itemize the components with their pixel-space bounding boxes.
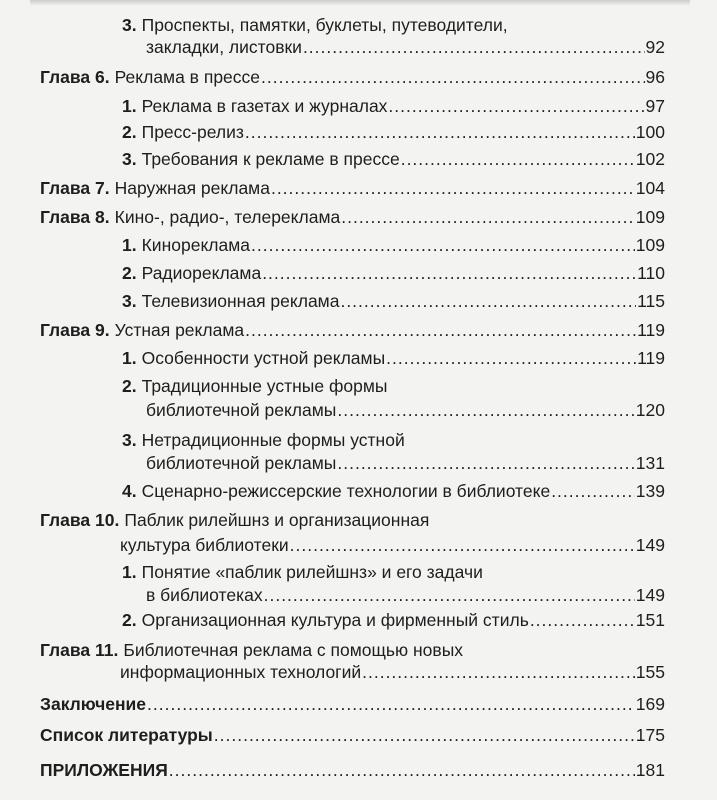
toc-chapter: Глава 7. Наружная реклама ..... 104 [40,177,665,199]
toc-entry: 2. Традиционные устные формы [122,376,388,396]
toc-entry: 1. Особенности устной рекламы ..... 119 [122,347,665,369]
toc-entry: 1. Реклама в газетах и журналах ..... 97 [122,95,665,117]
toc-chapter: Глава 11. Библиотечная реклама с помощью новых [40,640,464,660]
toc-entry-cont: закладки, листовки ..... 92 [146,36,665,58]
toc-references: Список литературы ..... 175 [40,724,665,746]
page-top-bleed [30,0,690,6]
dot-leader [386,347,636,369]
toc-chapter: Глава 8. Кино-, радио-, телереклама ..... 109 [40,206,665,228]
dot-leader [245,319,636,341]
toc-entry: 1. Кинореклама ..... 109 [122,234,665,256]
toc-entry-cont: библиотечной рекламы ..... 120 [146,399,665,421]
toc-chapter: Глава 9. Устная реклама ..... 119 [40,319,665,341]
dot-leader [261,66,645,88]
toc-conclusion: Заключение ..... 169 [40,693,665,715]
toc-entry: 2. Пресс-релиз ..... 100 [122,121,665,143]
dot-leader [214,724,635,746]
toc-entry: 3. Телевизионная реклама ..... 115 [122,290,665,312]
dot-leader [290,534,635,556]
dot-leader [251,234,635,256]
toc-appendices: ПРИЛОЖЕНИЯ ..... 181 [40,759,665,781]
toc-entry: 3. Требования к рекламе в прессе ..... 102 [122,148,665,170]
dot-leader [303,36,645,58]
toc-entry: 3. Нетрадиционные формы устной [122,430,405,450]
dot-leader [362,661,635,683]
toc-chapter: Глава 6. Реклама в прессе ..... 96 [40,66,665,88]
dot-leader [337,399,634,421]
dot-leader [169,759,635,781]
dot-leader [262,262,636,284]
toc-entry: 3. Проспекты, памятки, буклеты, путеводители, [122,15,508,35]
dot-leader [337,452,634,474]
toc-entry: 2. Радиореклама ..... 110 [122,262,665,284]
dot-leader [245,121,635,143]
dot-leader [388,95,644,117]
toc-entry: 2. Организационная культура и фирменный стиль ..... 151 [122,609,665,631]
dot-leader [264,584,635,606]
dot-leader [340,290,636,312]
dot-leader [341,206,635,228]
toc-entry: 1. Понятие «паблик рилейшнз» и его задачи [122,562,483,582]
toc-chapter-cont: информационных технологий ..... 155 [120,661,665,683]
dot-leader [530,609,635,631]
toc-entry-cont: библиотечной рекламы ..... 131 [146,452,665,474]
toc-entry-cont: в библиотеках ..... 149 [146,584,665,606]
dot-leader [551,480,635,502]
dot-leader [271,177,635,199]
dot-leader [401,148,635,170]
toc-chapter: Глава 10. Паблик рилейшнз и организационная [40,510,430,530]
dot-leader [147,693,635,715]
toc-entry: 4. Сценарно-режиссерские технологии в библиотеке ..... 139 [122,480,665,502]
toc-chapter-cont: культура библиотеки ..... 149 [120,534,665,556]
